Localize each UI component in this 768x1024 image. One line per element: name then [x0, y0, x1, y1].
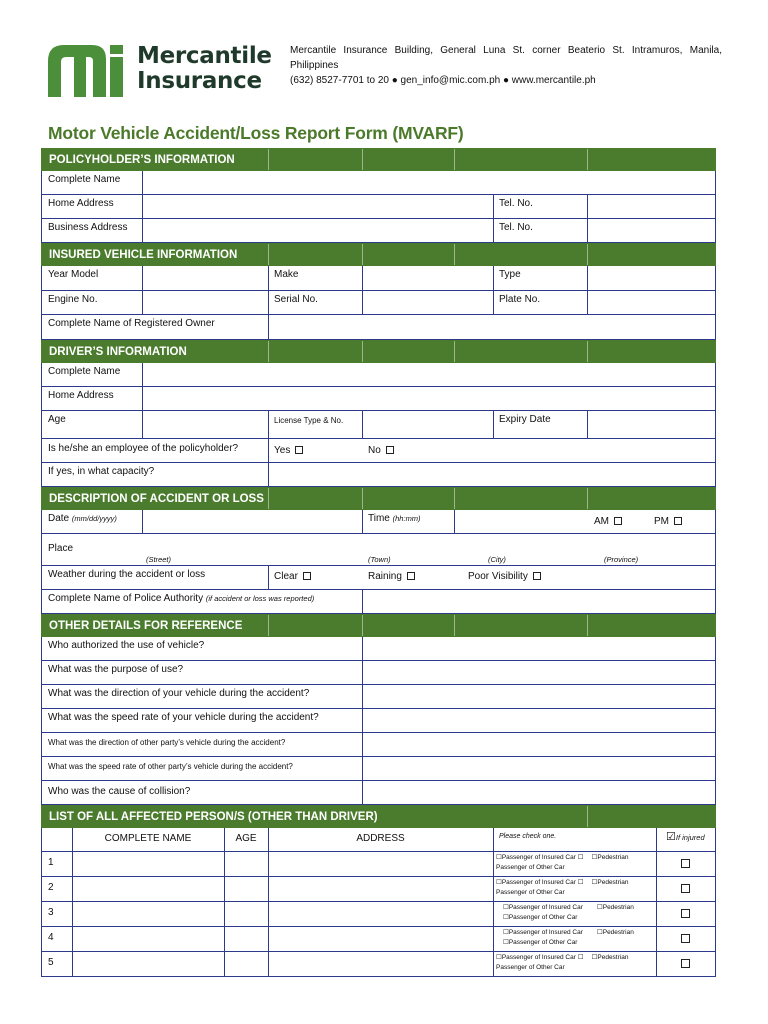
field-label: Serial No.: [274, 294, 318, 305]
person-age-field[interactable]: [224, 852, 268, 876]
policyholder-home-address-field[interactable]: [142, 195, 493, 218]
field-label: Date: [48, 513, 70, 524]
pedestrian-option[interactable]: ☐Pedestrian: [596, 929, 634, 936]
engine-no-field[interactable]: [142, 291, 268, 314]
option-label: Passenger of Insured Car: [501, 954, 576, 961]
column-header-age: AGE: [235, 833, 257, 844]
pedestrian-option[interactable]: ☐Pedestrian: [591, 879, 629, 886]
section-persons-header: [41, 805, 716, 828]
person-address-field[interactable]: [268, 852, 493, 876]
form-row: [41, 566, 716, 590]
option-label: Pedestrian: [602, 904, 634, 911]
person-address-field[interactable]: [268, 952, 493, 976]
company-address: [290, 43, 722, 88]
section-title: OTHER DETAILS FOR REFERENCE: [49, 620, 243, 632]
make-field[interactable]: [362, 266, 493, 290]
person-row: [41, 952, 716, 977]
field-hint: (hh:mm): [392, 514, 421, 523]
person-type-options[interactable]: [493, 877, 656, 901]
question-label: What was the speed rate of your vehicle during the accident?: [48, 712, 319, 723]
injured-checkbox[interactable]: [681, 909, 690, 918]
plate-no-field[interactable]: [587, 291, 715, 314]
raining-checkbox[interactable]: [407, 572, 415, 580]
person-name-field[interactable]: [72, 852, 224, 876]
row-number: 3: [48, 907, 54, 918]
option-label: Pedestrian: [597, 879, 629, 886]
answer-field[interactable]: [362, 733, 715, 756]
option-label: Passenger of Insured Car: [501, 854, 576, 861]
brand-line-1: Mercantile: [137, 43, 272, 69]
am-label: AM: [594, 516, 609, 527]
option-label: Passenger of Other Car: [508, 914, 578, 921]
field-label: Engine No.: [48, 294, 98, 305]
passenger-other-option[interactable]: Passenger of Other Car: [496, 964, 565, 971]
person-address-field[interactable]: [268, 927, 493, 951]
pm-label: PM: [654, 516, 669, 527]
row-number: 2: [48, 882, 54, 893]
field-label: Complete Name of Police Authority: [48, 593, 204, 604]
form-row: [41, 219, 716, 243]
town-hint: (Town): [368, 555, 391, 564]
option-label: Pedestrian: [597, 854, 629, 861]
question-row: [41, 685, 716, 709]
form-row: [41, 439, 716, 463]
no-label: No: [368, 445, 381, 456]
injured-checkbox[interactable]: [681, 859, 690, 868]
passenger-other-option[interactable]: Passenger of Other Car: [496, 864, 565, 871]
field-label: Home Address: [48, 390, 114, 401]
person-type-options[interactable]: [493, 902, 656, 926]
form-row: [41, 463, 716, 487]
field-label: Age: [48, 414, 66, 425]
field-label: Tel. No.: [499, 222, 533, 233]
police-authority-field[interactable]: [362, 590, 715, 613]
passenger-insured-option[interactable]: ☐Passenger of Insured Car ☐: [496, 954, 584, 961]
police-label: [42, 590, 362, 613]
section-title: POLICYHOLDER’S INFORMATION: [49, 154, 235, 166]
policyholder-business-tel-field[interactable]: [587, 219, 715, 242]
poor-visibility-option[interactable]: [462, 566, 602, 589]
no-option[interactable]: [362, 439, 493, 462]
persons-table-header: [41, 828, 716, 852]
field-label: Year Model: [48, 269, 99, 280]
poor-visibility-checkbox[interactable]: [533, 572, 541, 580]
injured-checkbox-cell[interactable]: [656, 952, 715, 976]
answer-field[interactable]: [362, 781, 715, 804]
question-label: What was the speed rate of other party’s vehicle during the accident?: [48, 762, 293, 771]
injured-checkbox-cell[interactable]: [656, 877, 715, 901]
passenger-other-option[interactable]: ☐Passenger of Other Car: [503, 939, 578, 946]
contact-line: (632) 8527-7701 to 20 ● gen_info@mic.com.ph ● www.mercantile.ph: [290, 75, 596, 86]
field-label: Plate No.: [499, 294, 541, 305]
option-label: Pedestrian: [602, 929, 634, 936]
answer-field[interactable]: [362, 757, 715, 780]
option-label: Pedestrian: [597, 954, 629, 961]
question-label: What was the direction of your vehicle during the accident?: [48, 688, 310, 699]
question-label: Who authorized the use of vehicle?: [48, 640, 205, 651]
form-row: [41, 363, 716, 387]
option-label: Passenger of Insured Car: [508, 929, 583, 936]
injured-checkbox[interactable]: [681, 884, 690, 893]
passenger-insured-option[interactable]: ☐Passenger of Insured Car ☐: [496, 854, 584, 861]
form-row: [41, 387, 716, 411]
brand-name: [137, 44, 272, 94]
yes-checkbox[interactable]: [295, 446, 303, 454]
question-row: [41, 637, 716, 661]
passenger-other-option[interactable]: Passenger of Other Car: [496, 889, 565, 896]
policyholder-name-field[interactable]: [142, 171, 715, 194]
page-title: Motor Vehicle Accident/Loss Report Form (MVARF): [48, 123, 464, 143]
row-number: 4: [48, 932, 54, 943]
type-field[interactable]: [587, 266, 715, 290]
form-row: [41, 266, 716, 291]
mercantile-logo-icon: [46, 43, 128, 97]
injured-checkbox[interactable]: [681, 959, 690, 968]
field-label: If yes, in what capacity?: [48, 466, 155, 477]
street-hint: (Street): [146, 555, 172, 564]
person-row: [41, 852, 716, 877]
person-type-options[interactable]: [493, 852, 656, 876]
person-address-field[interactable]: [268, 877, 493, 901]
clear-option[interactable]: [268, 566, 362, 589]
person-name-field[interactable]: [72, 902, 224, 926]
injured-checkbox-cell[interactable]: [656, 852, 715, 876]
column-header-name: COMPLETE NAME: [104, 833, 192, 844]
form-row: [41, 411, 716, 439]
year-model-field[interactable]: [142, 266, 268, 290]
field-label: Home Address: [48, 198, 114, 209]
policyholder-home-tel-field[interactable]: [587, 195, 715, 218]
column-header-check: Please check one.: [499, 833, 557, 840]
question-label: Who was the cause of collision?: [48, 786, 191, 797]
accident-date-field[interactable]: [142, 510, 362, 533]
accident-time-field[interactable]: [454, 510, 587, 533]
field-label: License Type & No.: [274, 416, 344, 425]
option-label: Passenger of Insured Car: [508, 904, 583, 911]
field-label: Weather during the accident or loss: [48, 569, 206, 580]
passenger-insured-option[interactable]: ☐Passenger of Insured Car ☐: [496, 879, 584, 886]
driver-age-field[interactable]: [142, 411, 268, 438]
person-age-field[interactable]: [224, 902, 268, 926]
answer-field[interactable]: [362, 709, 715, 732]
passenger-insured-option[interactable]: ☐Passenger of Insured Car: [503, 929, 583, 936]
row-number: 1: [48, 857, 54, 868]
question-row: [41, 757, 716, 781]
report-form: [41, 148, 716, 977]
driver-address-field[interactable]: [142, 387, 715, 410]
letterhead: [0, 0, 768, 120]
person-type-options[interactable]: [493, 927, 656, 951]
pedestrian-option[interactable]: ☐Pedestrian: [591, 954, 629, 961]
field-label: Type: [499, 269, 521, 280]
address-line-2: Philippines: [290, 60, 339, 71]
option-label: Passenger of Insured Car: [501, 879, 576, 886]
form-row: [41, 315, 716, 340]
section-title: LIST OF ALL AFFECTED PERSON/S (OTHER THAN DRIVER): [49, 811, 378, 823]
answer-field[interactable]: [362, 637, 715, 660]
question-row: [41, 733, 716, 757]
section-title: INSURED VEHICLE INFORMATION: [49, 249, 238, 261]
time-label: [362, 510, 454, 533]
am-checkbox[interactable]: [614, 517, 622, 525]
clear-label: Clear: [274, 571, 298, 582]
question-row: [41, 781, 716, 805]
poor-visibility-label: Poor Visibility: [468, 571, 528, 582]
field-label: Expiry Date: [499, 414, 551, 425]
pm-option[interactable]: [648, 510, 715, 533]
person-row: [41, 902, 716, 927]
section-policyholder-header: [41, 148, 716, 171]
field-label: Complete Name: [48, 174, 121, 185]
row-number: 5: [48, 957, 54, 968]
person-name-field[interactable]: [72, 877, 224, 901]
field-hint: (mm/dd/yyyy): [71, 514, 117, 523]
pedestrian-option[interactable]: ☐Pedestrian: [596, 904, 634, 911]
brand-line-2: Insurance: [137, 68, 262, 94]
field-label: Is he/she an employee of the policyholder?: [48, 443, 239, 454]
question-row: [41, 709, 716, 733]
section-title: DRIVER’S INFORMATION: [49, 346, 187, 358]
capacity-field[interactable]: [268, 463, 715, 486]
injured-label: If injured: [675, 833, 705, 842]
license-field[interactable]: [362, 411, 493, 438]
section-vehicle-header: [41, 243, 716, 266]
field-label: Place: [48, 543, 74, 554]
raining-label: Raining: [368, 571, 402, 582]
expiry-date-field[interactable]: [587, 411, 715, 438]
driver-name-field[interactable]: [142, 363, 715, 386]
no-checkbox[interactable]: [386, 446, 394, 454]
form-row: [41, 510, 716, 534]
section-title: DESCRIPTION OF ACCIDENT OR LOSS: [49, 493, 264, 505]
passenger-other-option[interactable]: ☐Passenger of Other Car: [503, 914, 578, 921]
pm-checkbox[interactable]: [674, 517, 682, 525]
field-label: Complete Name: [48, 366, 121, 377]
column-header-address: ADDRESS: [356, 833, 405, 844]
column-header-injured: [656, 828, 715, 851]
answer-field[interactable]: [362, 685, 715, 708]
section-other-header: [41, 614, 716, 637]
section-accident-header: [41, 487, 716, 510]
injured-checkbox[interactable]: [681, 934, 690, 943]
person-name-field[interactable]: [72, 952, 224, 976]
checked-box-icon: ☑: [666, 831, 676, 843]
person-row: [41, 927, 716, 952]
date-label: [42, 510, 142, 533]
registered-owner-field[interactable]: [268, 315, 715, 339]
answer-field[interactable]: [362, 661, 715, 684]
person-age-field[interactable]: [224, 877, 268, 901]
field-label: Time: [368, 513, 390, 524]
injured-checkbox-cell[interactable]: [656, 902, 715, 926]
person-type-options[interactable]: [493, 952, 656, 976]
option-label: Passenger of Other Car: [508, 939, 578, 946]
section-driver-header: [41, 340, 716, 363]
am-option[interactable]: [588, 510, 648, 533]
raining-option[interactable]: [362, 566, 462, 589]
person-age-field[interactable]: [224, 952, 268, 976]
person-name-field[interactable]: [72, 927, 224, 951]
injured-checkbox-cell[interactable]: [656, 927, 715, 951]
field-hint: (if accident or loss was reported): [205, 594, 315, 603]
field-label: Business Address: [48, 222, 128, 233]
question-row: [41, 661, 716, 685]
city-hint: (City): [488, 555, 506, 564]
clear-checkbox[interactable]: [303, 572, 311, 580]
yes-option[interactable]: [268, 439, 362, 462]
person-row: [41, 877, 716, 902]
question-label: What was the purpose of use?: [48, 664, 184, 675]
yes-label: Yes: [274, 445, 291, 456]
province-hint: (Province): [604, 555, 639, 564]
question-label: What was the direction of other party’s vehicle during the accident?: [48, 738, 286, 747]
person-age-field[interactable]: [224, 927, 268, 951]
field-label: Complete Name of Registered Owner: [48, 318, 215, 329]
field-label: Tel. No.: [499, 198, 533, 209]
form-row: [41, 195, 716, 219]
person-address-field[interactable]: [268, 902, 493, 926]
pedestrian-option[interactable]: ☐Pedestrian: [591, 854, 629, 861]
field-label: Make: [274, 269, 299, 280]
passenger-insured-option[interactable]: ☐Passenger of Insured Car: [503, 904, 583, 911]
address-line-1: Mercantile Insurance Building, General Luna St. corner Beaterio St. Intramuros, Manila,: [290, 45, 722, 56]
form-row: [41, 534, 716, 566]
serial-no-field[interactable]: [362, 291, 493, 314]
form-row: [41, 171, 716, 195]
form-row: [41, 590, 716, 614]
policyholder-business-address-field[interactable]: [142, 219, 493, 242]
form-row: [41, 291, 716, 315]
